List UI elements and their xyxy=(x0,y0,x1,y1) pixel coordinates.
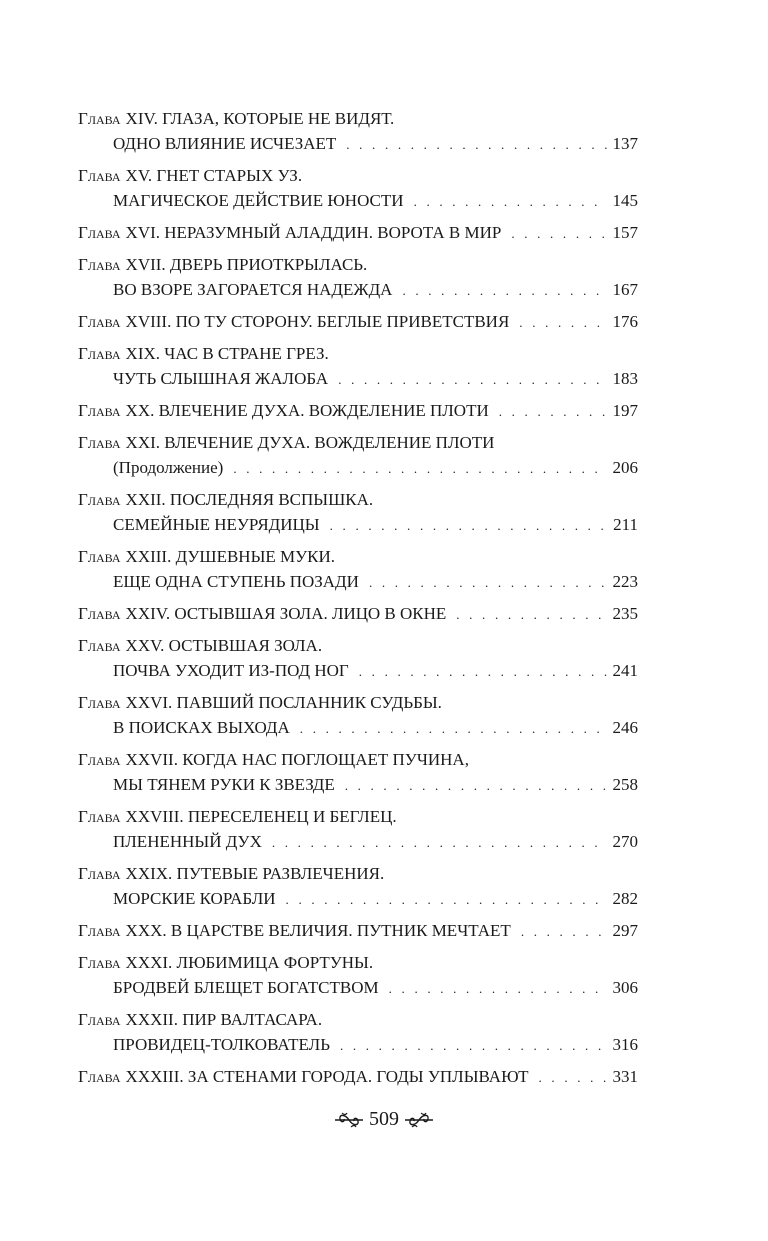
toc-entry xyxy=(78,430,638,480)
chapter-label: Глава xyxy=(78,921,121,940)
page-number-ref: 235 xyxy=(612,604,638,623)
toc-entry-continuation-line xyxy=(78,131,638,156)
chapter-label: Глава xyxy=(78,223,121,242)
toc-entry xyxy=(78,950,638,1000)
chapter-title: XXII. ПОСЛЕДНЯЯ ВСПЫШКА. xyxy=(125,490,374,509)
toc-entry-heading-line xyxy=(78,544,638,569)
toc-entry-heading-line xyxy=(78,601,638,626)
chapter-title: ЧУТЬ СЛЫШНАЯ ЖАЛОБА xyxy=(113,369,329,388)
fleuron-ornament-icon xyxy=(403,1110,435,1130)
page-number-ref: 211 xyxy=(613,515,638,534)
chapter-title: МАГИЧЕСКОЕ ДЕЙСТВИЕ ЮНОСТИ xyxy=(113,191,404,210)
toc-entry xyxy=(78,1064,638,1089)
toc-entry xyxy=(78,252,638,302)
page-footer xyxy=(0,1108,768,1131)
chapter-title: XIV. ГЛАЗА, КОТОРЫЕ НЕ ВИДЯТ. xyxy=(125,109,395,128)
chapter-title: XXVII. КОГДА НАС ПОГЛОЩАЕТ ПУЧИНА, xyxy=(125,750,469,769)
chapter-title: СЕМЕЙНЫЕ НЕУРЯДИЦЫ xyxy=(113,515,320,534)
toc-entry-continuation-line xyxy=(78,772,638,797)
toc-entry-heading-line xyxy=(78,309,638,334)
toc-entry xyxy=(78,544,638,594)
dot-leader xyxy=(286,887,607,912)
chapter-label: Глава xyxy=(78,864,121,883)
dot-leader xyxy=(499,399,607,424)
chapter-title: ПРОВИДЕЦ-ТОЛКОВАТЕЛЬ xyxy=(113,1035,330,1054)
chapter-title: XVIII. ПО ТУ СТОРОНУ. БЕГЛЫЕ ПРИВЕТСТВИЯ xyxy=(125,312,510,331)
toc-entry-continuation-line xyxy=(78,1032,638,1057)
page-number: 509 xyxy=(369,1108,399,1130)
chapter-title: XV. ГНЕТ СТАРЫХ УЗ. xyxy=(125,166,303,185)
toc-entry xyxy=(78,690,638,740)
chapter-label: Глава xyxy=(78,166,121,185)
chapter-label: Глава xyxy=(78,109,121,128)
chapter-title: БРОДВЕЙ БЛЕЩЕТ БОГАТСТВОМ xyxy=(113,978,379,997)
toc-entry-continuation-line xyxy=(78,188,638,213)
toc-entry-continuation-line xyxy=(78,512,638,537)
chapter-label: Глава xyxy=(78,807,121,826)
toc-entry-heading-line xyxy=(78,252,638,277)
toc-entry-continuation-line xyxy=(78,277,638,302)
toc-entry-continuation-line xyxy=(78,455,638,480)
toc-entry xyxy=(78,747,638,797)
page-number-ref: 282 xyxy=(612,889,638,908)
toc-entry-heading-line xyxy=(78,804,638,829)
toc-entry-heading-line xyxy=(78,341,638,366)
chapter-title: ПОЧВА УХОДИТ ИЗ-ПОД НОГ xyxy=(113,661,349,680)
page-number-ref: 176 xyxy=(612,312,638,331)
toc-entry xyxy=(78,861,638,911)
page-number-ref: 145 xyxy=(612,191,638,210)
toc-entry-heading-line xyxy=(78,918,638,943)
page-number-ref: 241 xyxy=(612,661,638,680)
toc-entry xyxy=(78,918,638,943)
chapter-label: Глава xyxy=(78,636,121,655)
dot-leader xyxy=(389,976,607,1001)
chapter-label: Глава xyxy=(78,490,121,509)
chapter-title: XXI. ВЛЕЧЕНИЕ ДУХА. ВОЖДЕЛЕНИЕ ПЛОТИ xyxy=(125,433,495,452)
toc-entry-heading-line xyxy=(78,430,638,455)
toc-entry-heading-line xyxy=(78,487,638,512)
toc-entry xyxy=(78,1007,638,1057)
dot-leader xyxy=(519,310,606,335)
table-of-contents xyxy=(78,106,638,1096)
chapter-title: XXIV. ОСТЫВШАЯ ЗОЛА. ЛИЦО В ОКНЕ xyxy=(125,604,447,623)
page-number-ref: 246 xyxy=(612,718,638,737)
toc-entry xyxy=(78,341,638,391)
chapter-title: XIX. ЧАС В СТРАНЕ ГРЕЗ. xyxy=(125,344,329,363)
chapter-title: XXXIII. ЗА СТЕНАМИ ГОРОДА. ГОДЫ УПЛЫВАЮТ xyxy=(125,1067,529,1086)
dot-leader xyxy=(338,367,606,392)
page-number-ref: 306 xyxy=(612,978,638,997)
dot-leader xyxy=(359,659,607,684)
dot-leader xyxy=(345,773,607,798)
toc-entry-heading-line xyxy=(78,633,638,658)
toc-entry-continuation-line xyxy=(78,886,638,911)
chapter-label: Глава xyxy=(78,401,121,420)
toc-entry-heading-line xyxy=(78,163,638,188)
toc-entry xyxy=(78,220,638,245)
chapter-label: Глава xyxy=(78,547,121,566)
dot-leader xyxy=(272,830,607,855)
toc-entry-heading-line xyxy=(78,1064,638,1089)
chapter-label: Глава xyxy=(78,750,121,769)
chapter-title: XXIX. ПУТЕВЫЕ РАЗВЛЕЧЕНИЯ. xyxy=(125,864,385,883)
page-number-ref: 316 xyxy=(612,1035,638,1054)
chapter-title: XX. ВЛЕЧЕНИЕ ДУХА. ВОЖДЕЛЕНИЕ ПЛОТИ xyxy=(125,401,489,420)
toc-entry xyxy=(78,309,638,334)
toc-entry-heading-line xyxy=(78,950,638,975)
dot-leader xyxy=(369,570,607,595)
toc-entry-heading-line xyxy=(78,398,638,423)
page-number-ref: 270 xyxy=(612,832,638,851)
chapter-label: Глава xyxy=(78,433,121,452)
page-number-ref: 197 xyxy=(612,401,638,420)
toc-entry xyxy=(78,804,638,854)
dot-leader xyxy=(511,221,606,246)
chapter-title: МЫ ТЯНЕМ РУКИ К ЗВЕЗДЕ xyxy=(113,775,335,794)
toc-entry xyxy=(78,163,638,213)
chapter-title: XXVIII. ПЕРЕСЕЛЕНЕЦ И БЕГЛЕЦ. xyxy=(125,807,397,826)
toc-entry-heading-line xyxy=(78,690,638,715)
toc-entry-continuation-line xyxy=(78,366,638,391)
chapter-label: Глава xyxy=(78,1067,121,1086)
chapter-title: XXXI. ЛЮБИМИЦА ФОРТУНЫ. xyxy=(125,953,374,972)
page-number-ref: 258 xyxy=(612,775,638,794)
toc-entry xyxy=(78,487,638,537)
chapter-title: ОДНО ВЛИЯНИЕ ИСЧЕЗАЕТ xyxy=(113,134,337,153)
chapter-title: XXX. В ЦАРСТВЕ ВЕЛИЧИЯ. ПУТНИК МЕЧТАЕТ xyxy=(125,921,511,940)
chapter-title: XXVI. ПАВШИЙ ПОСЛАННИК СУДЬБЫ. xyxy=(125,693,442,712)
dot-leader xyxy=(414,189,607,214)
page-number-ref: 206 xyxy=(612,458,638,477)
toc-entry-continuation-line xyxy=(78,715,638,740)
toc-entry-continuation-line xyxy=(78,658,638,683)
dot-leader xyxy=(340,1033,607,1058)
toc-entry xyxy=(78,398,638,423)
chapter-title: ПЛЕНЕННЫЙ ДУХ xyxy=(113,832,262,851)
toc-entry-heading-line xyxy=(78,1007,638,1032)
chapter-title: ЕЩЕ ОДНА СТУПЕНЬ ПОЗАДИ xyxy=(113,572,359,591)
chapter-title: В ПОИСКАХ ВЫХОДА xyxy=(113,718,290,737)
chapter-label: Глава xyxy=(78,344,121,363)
chapter-label: Глава xyxy=(78,604,121,623)
page-number-ref: 223 xyxy=(612,572,638,591)
chapter-label: Глава xyxy=(78,693,121,712)
toc-entry-continuation-line xyxy=(78,569,638,594)
chapter-label: Глава xyxy=(78,953,121,972)
dot-leader xyxy=(300,716,607,741)
dot-leader xyxy=(402,278,606,303)
chapter-label: Глава xyxy=(78,312,121,331)
dot-leader xyxy=(521,919,607,944)
toc-entry-heading-line xyxy=(78,861,638,886)
chapter-title: XXXII. ПИР ВАЛТАСАРА. xyxy=(125,1010,323,1029)
chapter-title: XXIII. ДУШЕВНЫЕ МУКИ. xyxy=(125,547,336,566)
toc-entry-continuation-line xyxy=(78,975,638,1000)
dot-leader xyxy=(539,1065,607,1090)
toc-entry xyxy=(78,633,638,683)
page-number-ref: 331 xyxy=(612,1067,638,1086)
chapter-label: Глава xyxy=(78,1010,121,1029)
toc-entry xyxy=(78,106,638,156)
dot-leader xyxy=(456,602,606,627)
dot-leader xyxy=(346,132,606,157)
chapter-label: Глава xyxy=(78,255,121,274)
chapter-title: XVII. ДВЕРЬ ПРИОТКРЫЛАСЬ. xyxy=(125,255,368,274)
page-number-ref: 183 xyxy=(612,369,638,388)
fleuron-ornament-icon xyxy=(333,1110,365,1130)
toc-entry xyxy=(78,601,638,626)
dot-leader xyxy=(330,513,607,538)
chapter-title: (Продолжение) xyxy=(113,458,224,477)
chapter-title: XXV. ОСТЫВШАЯ ЗОЛА. xyxy=(125,636,323,655)
toc-entry-heading-line xyxy=(78,106,638,131)
chapter-title: XVI. НЕРАЗУМНЫЙ АЛАДДИН. ВОРОТА В МИР xyxy=(125,223,502,242)
chapter-title: ВО ВЗОРЕ ЗАГОРАЕТСЯ НАДЕЖДА xyxy=(113,280,393,299)
toc-entry-heading-line xyxy=(78,747,638,772)
chapter-title: МОРСКИЕ КОРАБЛИ xyxy=(113,889,276,908)
page-number-ref: 297 xyxy=(612,921,638,940)
page-number-ref: 137 xyxy=(612,134,638,153)
dot-leader xyxy=(233,456,606,481)
toc-entry-continuation-line xyxy=(78,829,638,854)
page-number-ref: 157 xyxy=(612,223,638,242)
toc-entry-heading-line xyxy=(78,220,638,245)
page-number-ref: 167 xyxy=(612,280,638,299)
